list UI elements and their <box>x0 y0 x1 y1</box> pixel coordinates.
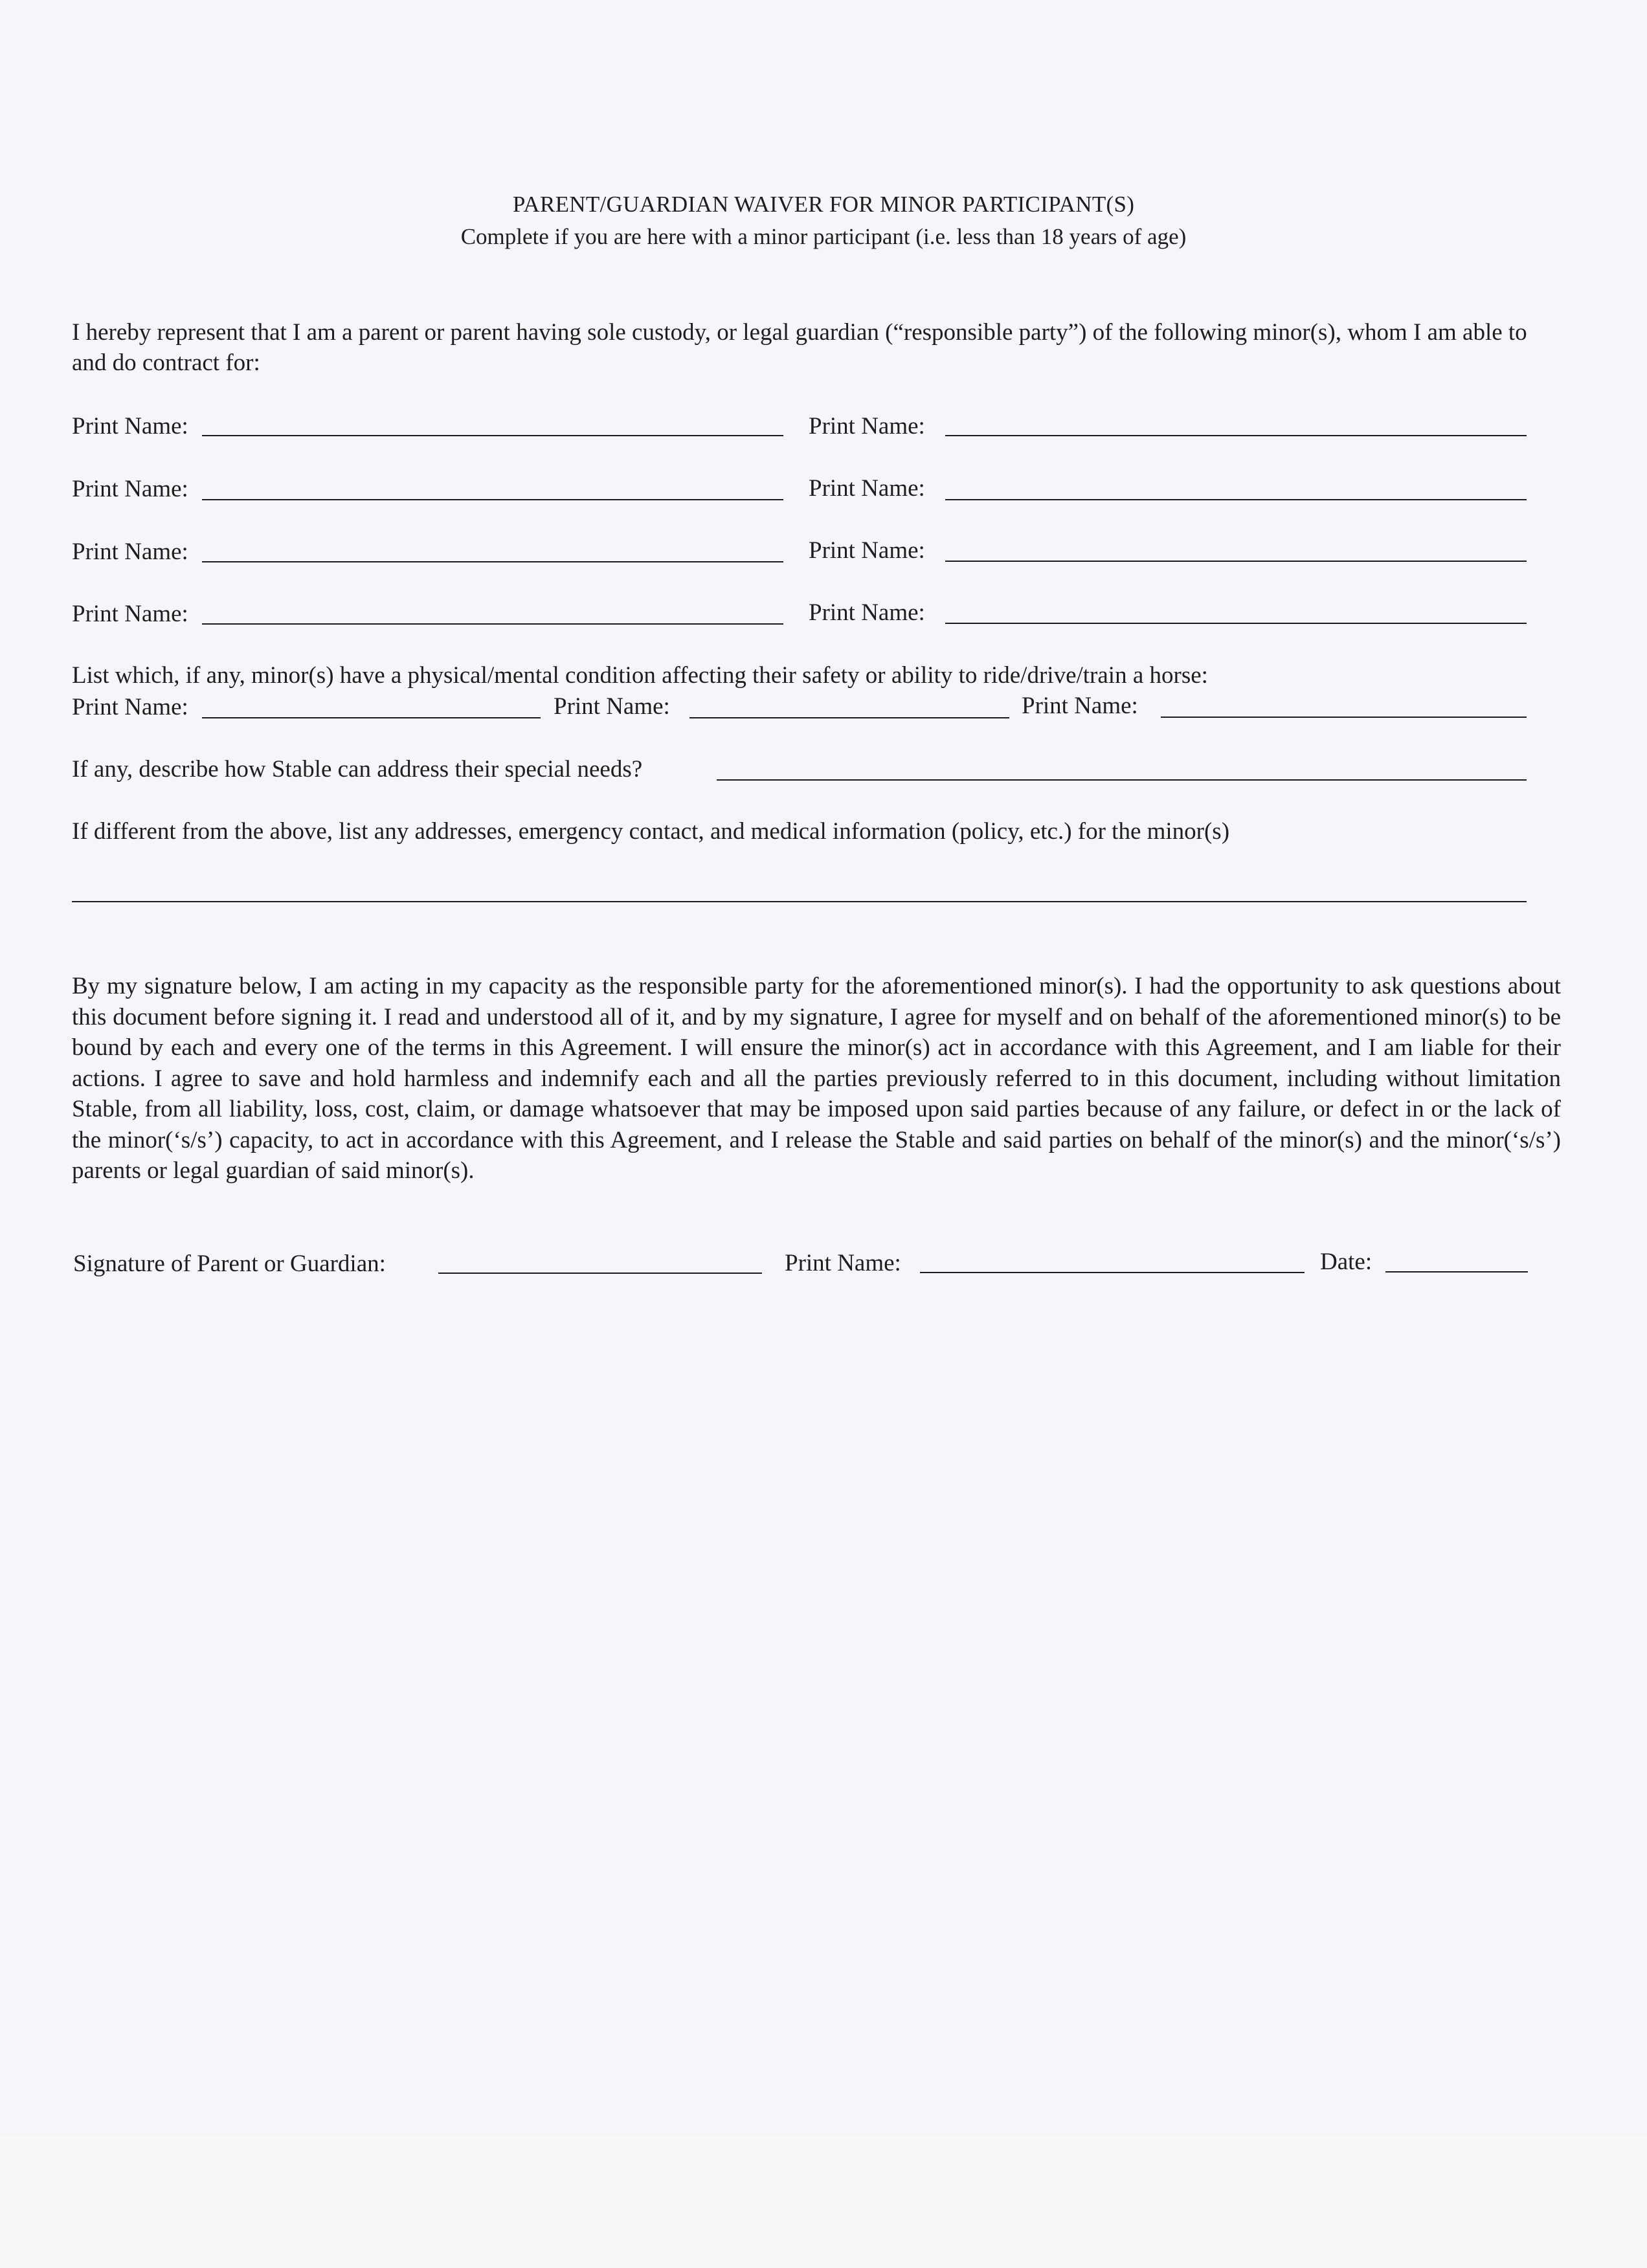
minor-name-line[interactable] <box>202 623 783 625</box>
condition-prompt: List which, if any, minor(s) have a physical/mental condition affecting their safety or ability to ride/drive/train a horse: <box>72 662 1208 689</box>
print-name-label: Print Name: <box>72 539 188 565</box>
date-line[interactable] <box>1385 1271 1528 1273</box>
minor-name-line[interactable] <box>202 561 783 562</box>
minor-name-line[interactable] <box>202 435 783 436</box>
print-name-label: Print Name: <box>554 693 670 720</box>
signature-label: Signature of Parent or Guardian: <box>73 1251 386 1277</box>
contact-info-line[interactable] <box>72 901 1527 902</box>
guardian-print-name-line[interactable] <box>920 1272 1305 1273</box>
special-needs-line[interactable] <box>717 779 1527 781</box>
contact-prompt: If different from the above, list any addresses, emergency contact, and medical information (policy, etc.) for the minor(s) <box>72 818 1230 845</box>
condition-name-line[interactable] <box>1161 717 1527 718</box>
minor-name-line[interactable] <box>945 499 1527 500</box>
minor-name-line[interactable] <box>202 499 783 500</box>
signature-line[interactable] <box>438 1273 762 1274</box>
condition-name-line[interactable] <box>202 717 541 718</box>
print-name-label: Print Name: <box>72 601 188 627</box>
agreement-paragraph: By my signature below, I am acting in my capacity as the responsible party for the aforementioned minor(s). I had the opportunity to ask questions about this document before signing it. I read and understood all of it, and by my signature, I agree for myself and on behalf of the aforementioned minor(s) to be bound by each and every one of the terms in this Agreement. I will ensure the minor(s) act in accordance with this Agreement, and I am liable for their actions. I agree to save and hold harmless and indemnify each and all the parties previously referred to in this document, including without limitation Stable, from all liability, loss, cost, claim, or damage whatsoever that may be imposed upon said parties because of any failure, or defect in or the lack of the minor(‘s/s’) capacity, to act in accordance with this Agreement, and I release the Stable and said parties on behalf of the minor(s) and the minor(‘s/s’) parents or legal guardian of said minor(s). <box>72 973 1561 1184</box>
print-name-label: Print Name: <box>1022 693 1138 719</box>
special-needs-prompt: If any, describe how Stable can address their special needs? <box>72 756 643 783</box>
form-title: PARENT/GUARDIAN WAIVER FOR MINOR PARTICIPANT(S) <box>512 192 1135 217</box>
minor-name-line[interactable] <box>945 435 1527 436</box>
minor-name-line[interactable] <box>945 623 1527 624</box>
date-label: Date: <box>1320 1249 1372 1275</box>
intro-paragraph: I hereby represent that I am a parent or parent having sole custody, or legal guardian (“responsible party”) of the following minor(s), whom I am able to and do contract for: <box>72 319 1527 376</box>
scan-bottom-band <box>0 2136 1647 2268</box>
print-name-label: Print Name: <box>72 694 188 720</box>
guardian-print-name-label: Print Name: <box>785 1250 901 1276</box>
print-name-label: Print Name: <box>809 537 925 564</box>
print-name-label: Print Name: <box>72 476 188 502</box>
print-name-label: Print Name: <box>809 599 925 626</box>
print-name-label: Print Name: <box>809 413 925 439</box>
form-subtitle: Complete if you are here with a minor participant (i.e. less than 18 years of age) <box>460 224 1187 249</box>
condition-name-line[interactable] <box>689 717 1009 718</box>
print-name-label: Print Name: <box>809 475 925 502</box>
minor-name-line[interactable] <box>945 561 1527 562</box>
print-name-label: Print Name: <box>72 413 188 439</box>
